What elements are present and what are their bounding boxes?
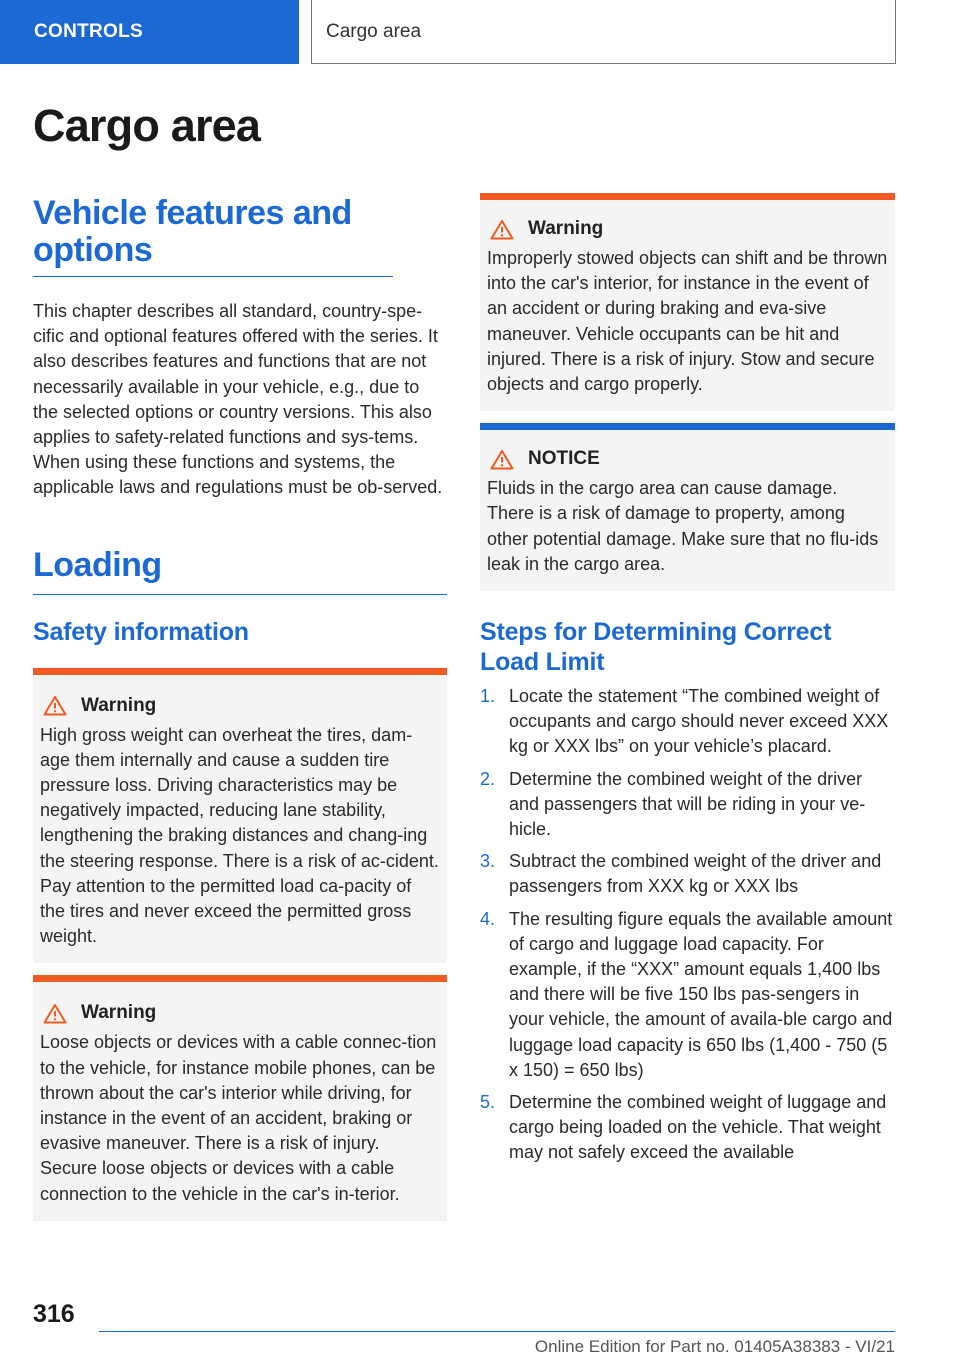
notice-text: Fluids in the cargo area can cause damage. There is a risk of damage to property, among other potential damage. Make sure that no flu-ids leak in the cargo area.: [487, 478, 879, 574]
warning-title: Warning: [81, 1002, 157, 1024]
page-number: 316: [33, 1300, 75, 1328]
notice-triangle-icon: [490, 449, 514, 470]
step-text: Determine the combined weight of luggage and cargo being loaded on the vehicle. That weight may not safely exceed the available: [509, 1092, 887, 1163]
header-chapter-box: [311, 0, 896, 64]
warning-box-gross-weight: [33, 668, 447, 964]
warning-text: Improperly stowed objects can shift and be thrown into the car's interior, for instance in the event of an accident or during braking and eva-sive maneuver. Vehicle occupants can be hit and injured. There is a risk of injury. Stow and secure objects and cargo properly.: [487, 248, 888, 395]
notice-box-fluids: [480, 423, 895, 591]
list-item: [480, 1090, 895, 1166]
steps-heading: Steps for Determining Correct Load Limit: [480, 618, 832, 677]
features-text: This chapter describes all standard, country-spe-cific and optional features offered with the series. It also describes features and functions that are not necessarily available in your vehicle, e.g., due to the selected options or country versions. This also applies to safety-related functions and sys-tems. When using these functions and systems, the applicable laws and regulations must be ob-served.: [33, 301, 443, 498]
loading-heading: Loading: [33, 547, 447, 595]
header-section-label: CONTROLS: [34, 21, 144, 42]
warning-text: Loose objects or devices with a cable connec-tion to the vehicle, for instance mobile phones, can be thrown about the car's interior while driving, for instance in the event of an accident, braking or evasive maneuver. There is a risk of injury. Secure loose objects or devices with a cable connection to the vehicle in the car's in-terior.: [40, 1032, 437, 1204]
right-column: [480, 193, 895, 1173]
warning-box-header: [40, 1002, 440, 1024]
step-text: Locate the statement “The combined weight of occupants and cargo should never exceed XXX kg or XXX lbs” on your vehicle’s placard.: [509, 686, 889, 757]
step-number: 3.: [480, 851, 496, 872]
step-number: 2.: [480, 768, 496, 789]
warning-box-header: [487, 218, 888, 240]
page-title: Cargo area: [33, 100, 261, 151]
step-number: 4.: [480, 908, 496, 929]
step-text: Determine the combined weight of the driver and passengers that will be riding in your ve-hicle.: [509, 768, 866, 840]
step-number: 1.: [480, 686, 496, 707]
warning-title: Warning: [528, 218, 604, 239]
left-column: [33, 195, 447, 1221]
header-chapter-label: Cargo area: [326, 20, 422, 42]
warning-triangle-icon: [43, 695, 67, 716]
warning-title: Warning: [81, 694, 157, 716]
list-item: [480, 684, 895, 760]
header-section-tab: [0, 0, 299, 64]
step-text: Subtract the combined weight of the driver and passengers from XXX kg or XXX lbs: [509, 851, 882, 897]
warning-triangle-icon: [43, 1003, 67, 1024]
steps-list: [480, 684, 895, 1166]
warning-box-header: [40, 695, 440, 717]
notice-title: NOTICE: [528, 448, 600, 470]
step-number: 5.: [480, 1092, 496, 1113]
step-text: The resulting figure equals the available amount of cargo and luggage load capacity. For example, if the “XXX” amount equals 1,400 lbs and there will be five 150 lbs pas-sengers in your vehicle, the amount of availa-ble cargo and luggage load capacity is 650 lbs (1,400 - 750 (5 x 150) = 650 lbs): [509, 908, 893, 1080]
list-item: [480, 849, 895, 899]
warning-box-loose-objects: [33, 975, 447, 1220]
warning-text: High gross weight can overheat the tires, dam-age them internally and cause a sudden tire pressure loss. Driving characteristics may be negatively impacted, reducing lane stability, lengthening the braking distances and chang-ing the steering response. There is a risk of ac-cident. Pay attention to the permitted load ca-pacity of the tires and never exceed the permitted gross weight.: [40, 724, 439, 947]
features-heading: Vehicle features and options: [33, 195, 393, 277]
footer-edition: Online Edition for Part no. 01405A38383 - VI/21: [534, 1337, 895, 1356]
warning-box-stowed-objects: [480, 193, 895, 411]
safety-heading: Safety information: [33, 617, 249, 646]
list-item: [480, 767, 895, 843]
footer-divider: [99, 1331, 895, 1332]
list-item: [480, 907, 895, 1083]
notice-box-header: [487, 448, 888, 470]
warning-triangle-icon: [490, 219, 514, 240]
